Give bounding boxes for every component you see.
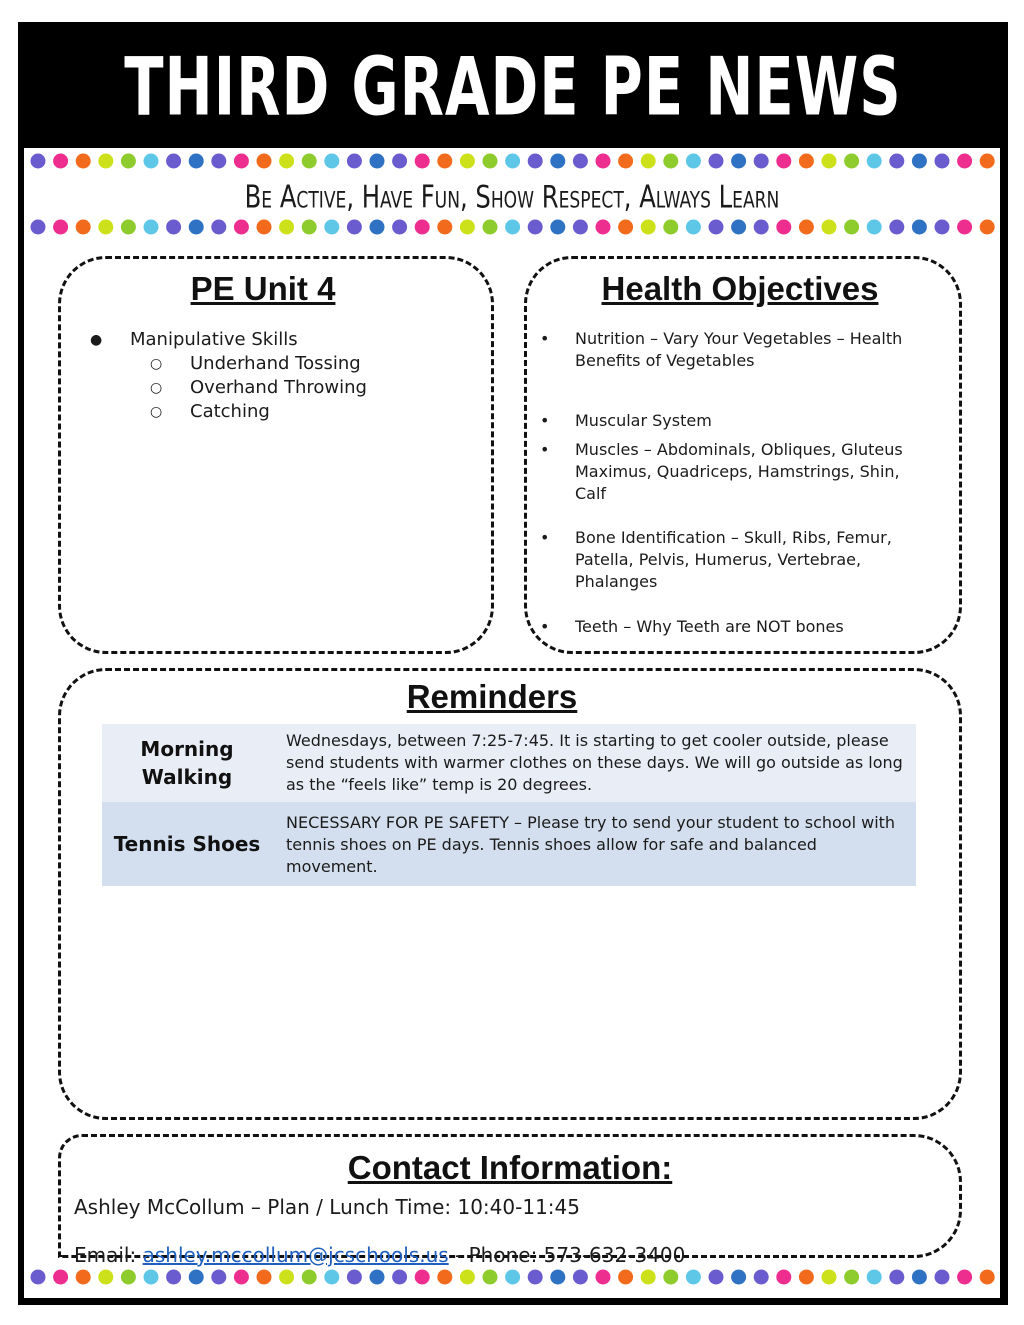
border-dot (505, 1270, 520, 1285)
border-dot (686, 220, 701, 235)
border-dot (663, 220, 678, 235)
border-dot (121, 1270, 136, 1285)
border-dot (437, 220, 452, 235)
border-dot (663, 154, 678, 169)
border-dot (166, 154, 181, 169)
border-dot (460, 1270, 475, 1285)
border-dot (822, 1270, 837, 1285)
border-dot (935, 220, 950, 235)
border-dot (867, 220, 882, 235)
reminder-text: Wednesdays, between 7:25-7:45. It is starting to get cooler outside, please send students with warmer clothes on these days. We will go outside as long as the “feels like” temp is 20 degrees. (286, 731, 903, 794)
border-dot (505, 220, 520, 235)
border-dot (957, 154, 972, 169)
border-dot (528, 154, 543, 169)
border-dot (415, 1270, 430, 1285)
border-dot (867, 1270, 882, 1285)
bullet-icon: • (540, 528, 550, 547)
border-dot (822, 220, 837, 235)
border-dot (302, 154, 317, 169)
border-dot (776, 1270, 791, 1285)
border-dot (347, 154, 362, 169)
border-dot (596, 154, 611, 169)
border-dot (437, 154, 452, 169)
dot-border-subtitle (30, 219, 996, 235)
border-dot (279, 1270, 294, 1285)
border-dot (392, 220, 407, 235)
border-dot (257, 154, 272, 169)
contact-heading: Contact Information: (347, 1149, 673, 1186)
border-dot (573, 154, 588, 169)
border-dot (618, 1270, 633, 1285)
border-dot (460, 154, 475, 169)
border-dot (957, 1270, 972, 1285)
border-dot (686, 154, 701, 169)
border-dot (980, 220, 995, 235)
border-dot (822, 154, 837, 169)
border-dot (573, 220, 588, 235)
border-dot (302, 220, 317, 235)
border-dot (483, 220, 498, 235)
border-dot (302, 1270, 317, 1285)
border-dot (799, 220, 814, 235)
circle-bullet-icon: ○ (150, 380, 163, 396)
border-dot (731, 220, 746, 235)
border-dot (31, 1270, 46, 1285)
table-row (102, 802, 916, 886)
border-dot (596, 1270, 611, 1285)
border-dot (460, 220, 475, 235)
newsletter-title: THIRD GRADE PE NEWS (124, 42, 902, 135)
reminders-heading: Reminders (406, 678, 578, 715)
border-dot (957, 220, 972, 235)
border-dot (76, 154, 91, 169)
border-dot (550, 220, 565, 235)
border-dot (980, 1270, 995, 1285)
border-dot (754, 1270, 769, 1285)
phone-text: - Phone: 573-632-3400 (455, 1243, 686, 1267)
border-dot (98, 220, 113, 235)
border-dot (641, 1270, 656, 1285)
border-dot (31, 220, 46, 235)
border-dot (754, 220, 769, 235)
border-dot (505, 154, 520, 169)
bullet-icon: • (540, 617, 550, 636)
border-dot (731, 1270, 746, 1285)
reminder-label: Tennis Shoes (113, 832, 261, 856)
dot-border-top (30, 153, 996, 169)
border-dot (912, 220, 927, 235)
border-dot (392, 1270, 407, 1285)
circle-bullet-icon: ○ (150, 356, 163, 372)
border-dot (347, 220, 362, 235)
circle-bullet-icon: ○ (150, 404, 163, 420)
border-dot (211, 1270, 226, 1285)
border-dot (776, 220, 791, 235)
border-dot (709, 154, 724, 169)
border-dot (324, 154, 339, 169)
border-dot (415, 154, 430, 169)
border-dot (144, 220, 159, 235)
pe-unit-box (58, 256, 494, 654)
border-dot (641, 220, 656, 235)
border-dot (799, 1270, 814, 1285)
border-dot (347, 1270, 362, 1285)
contact-name-line: Ashley McCollum – Plan / Lunch Time: 10:40-11:45 (74, 1195, 580, 1219)
border-dot (189, 220, 204, 235)
border-dot (618, 220, 633, 235)
border-dot (257, 1270, 272, 1285)
border-dot (889, 1270, 904, 1285)
border-dot (211, 154, 226, 169)
bullet-icon: • (540, 411, 550, 430)
border-dot (144, 154, 159, 169)
border-dot (53, 154, 68, 169)
border-dot (76, 1270, 91, 1285)
border-dot (392, 154, 407, 169)
border-dot (573, 1270, 588, 1285)
email-link[interactable]: ashley.mccollum@jcschools.us (142, 1243, 449, 1267)
newsletter-subtitle: Be Active, Have Fun, Show Respect, Always Learn (244, 180, 780, 216)
border-dot (912, 1270, 927, 1285)
border-dot (776, 154, 791, 169)
border-dot (279, 220, 294, 235)
border-dot (324, 1270, 339, 1285)
border-dot (709, 220, 724, 235)
border-dot (324, 220, 339, 235)
border-dot (76, 220, 91, 235)
contact-email-line (74, 1243, 685, 1267)
border-dot (234, 220, 249, 235)
border-dot (889, 220, 904, 235)
reminder-label: Morning Walking (140, 737, 234, 789)
border-dot (166, 220, 181, 235)
border-dot (596, 220, 611, 235)
email-label: Email: (74, 1243, 137, 1267)
border-dot (370, 154, 385, 169)
border-dot (53, 1270, 68, 1285)
reminders-table (102, 724, 916, 886)
border-dot (370, 220, 385, 235)
border-dot (144, 1270, 159, 1285)
border-dot (731, 154, 746, 169)
border-dot (844, 1270, 859, 1285)
border-dot (935, 154, 950, 169)
border-dot (709, 1270, 724, 1285)
border-dot (370, 1270, 385, 1285)
border-dot (528, 220, 543, 235)
border-dot (483, 1270, 498, 1285)
border-dot (121, 154, 136, 169)
bullet-icon: • (540, 329, 550, 348)
border-dot (98, 154, 113, 169)
border-dot (754, 154, 769, 169)
border-dot (889, 154, 904, 169)
border-dot (550, 1270, 565, 1285)
border-dot (166, 1270, 181, 1285)
border-dot (550, 154, 565, 169)
pe-unit-heading: PE Unit 4 (190, 270, 336, 307)
border-dot (844, 220, 859, 235)
border-dot (641, 154, 656, 169)
border-dot (234, 1270, 249, 1285)
border-dot (234, 154, 249, 169)
border-dot (189, 154, 204, 169)
border-dot (980, 154, 995, 169)
border-dot (189, 1270, 204, 1285)
border-dot (437, 1270, 452, 1285)
border-dot (799, 154, 814, 169)
border-dot (53, 220, 68, 235)
border-dot (415, 220, 430, 235)
border-dot (618, 154, 633, 169)
health-heading: Health Objectives (601, 270, 879, 307)
border-dot (257, 220, 272, 235)
reminder-text: NECESSARY FOR PE SAFETY – Please try to send your student to school with tennis shoes on PE days. Tennis shoes allow for safe and balanced movement. (286, 813, 896, 876)
border-dot (912, 154, 927, 169)
dot-border-bottom (30, 1269, 996, 1285)
border-dot (663, 1270, 678, 1285)
bullet-icon: • (540, 440, 550, 459)
border-dot (483, 154, 498, 169)
border-dot (867, 154, 882, 169)
border-dot (686, 1270, 701, 1285)
border-dot (98, 1270, 113, 1285)
border-dot (935, 1270, 950, 1285)
border-dot (844, 154, 859, 169)
bullet-icon: ● (90, 332, 103, 348)
border-dot (31, 154, 46, 169)
border-dot (121, 220, 136, 235)
border-dot (279, 154, 294, 169)
border-dot (211, 220, 226, 235)
border-dot (528, 1270, 543, 1285)
table-row (102, 724, 916, 802)
